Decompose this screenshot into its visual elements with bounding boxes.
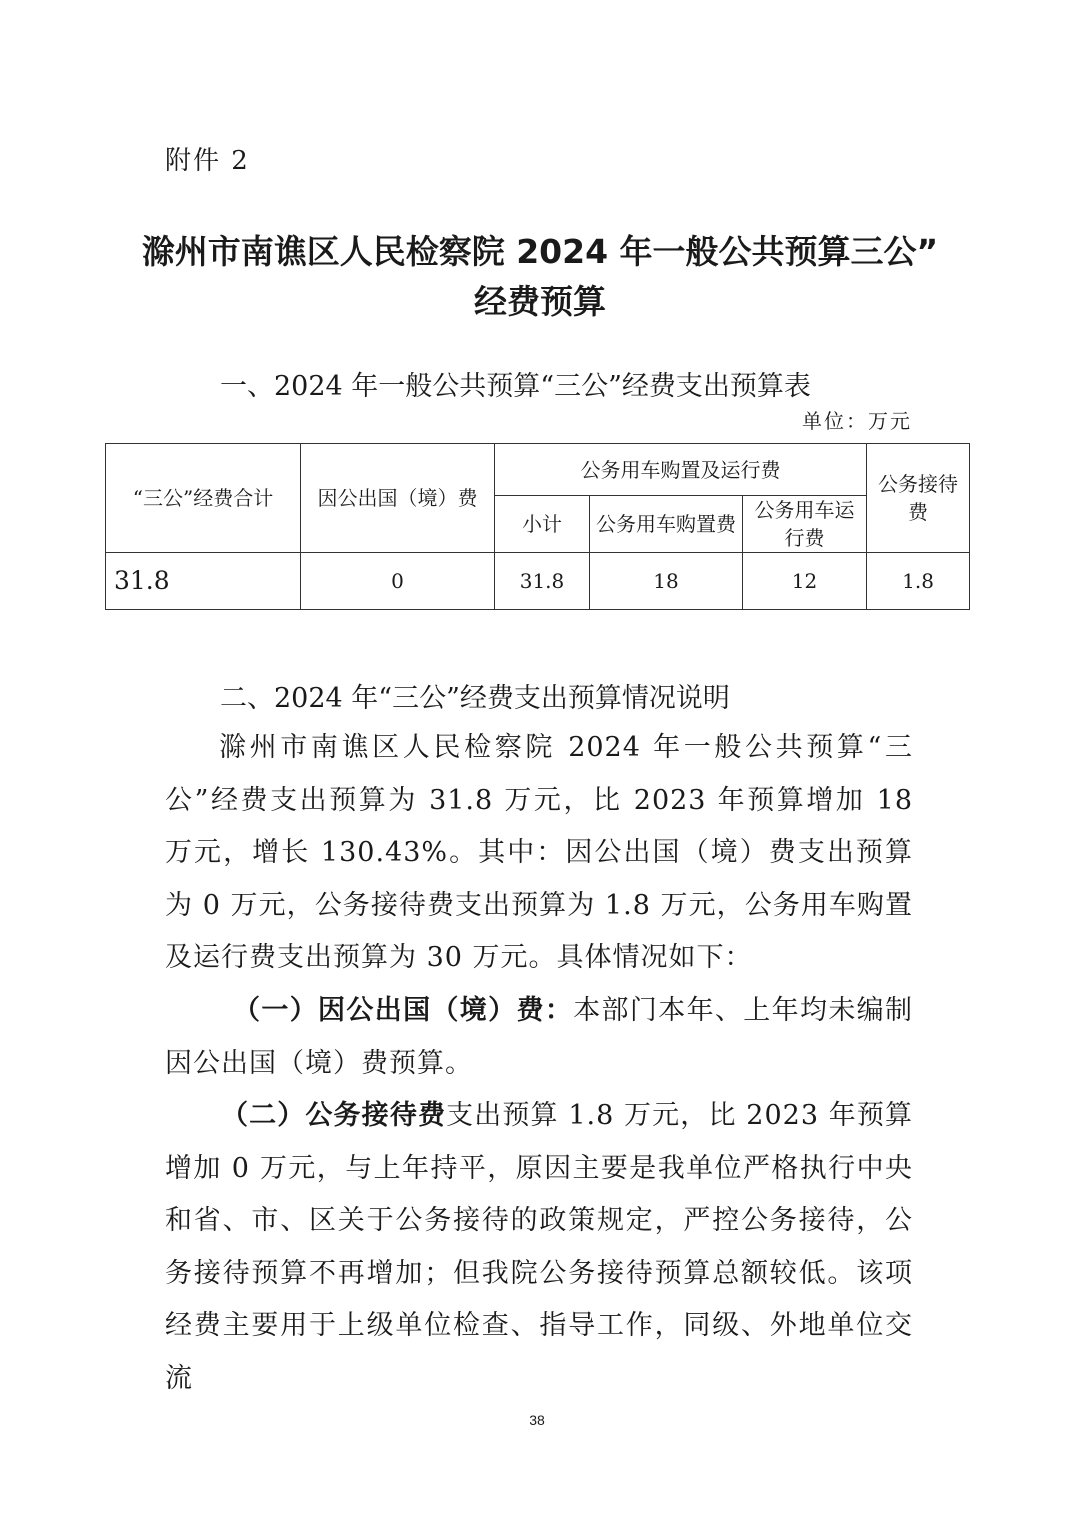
header-reception: 公务接待费: [867, 444, 970, 553]
cell-vehicle-operation: 12: [743, 553, 867, 610]
cell-vehicle-purchase: 18: [590, 553, 743, 610]
header-abroad: 因公出国（境）费: [301, 444, 495, 553]
page-number: 38: [529, 1412, 545, 1428]
paragraph-reception-text: 支出预算 1.8 万元，比 2023 年预算增加 0 万元，与上年持平，原因主要是我单位严格执行中央和省、市、区关于公务接待的政策规定，严控公务接待，公务接待预算不再增加；但我院公务接待预算总额较低。该项经费主要用于上级单位检查、指导工作，同级、外地单位交流: [165, 1100, 914, 1394]
unit-label: 单位：万元: [802, 409, 912, 433]
table-header-row-1: [106, 444, 970, 496]
cell-abroad: 0: [301, 553, 495, 610]
header-total: “三公”经费合计: [106, 444, 301, 553]
document-title-line-2: 经费预算: [474, 282, 606, 321]
paragraph-reception-heading: （二）公务接待费: [221, 1100, 447, 1131]
header-vehicle-operation: 公务用车运行费: [743, 496, 867, 553]
header-subtotal: 小计: [495, 496, 590, 553]
table-row: [106, 553, 970, 610]
header-vehicle-purchase: 公务用车购置费: [590, 496, 743, 553]
paragraph-abroad-heading: （一）因公出国（境）费：: [233, 995, 574, 1026]
paragraph-abroad: [165, 985, 913, 1090]
budget-table: [105, 443, 970, 610]
paragraph-reception: [165, 1090, 913, 1405]
document-title-line-1: 滁州市南谯区人民检察院 2024 年一般公共预算三公”: [141, 232, 939, 271]
cell-total: 31.8: [106, 553, 301, 610]
attachment-label: 附件 2: [165, 146, 250, 176]
paragraph-overview: 滁州市南谯区人民检察院 2024 年一般公共预算“三公”经费支出预算为 31.8 万元，比 2023 年预算增加 18 万元，增长 130.43%。其中：因公出国（境）费支出预算为 0 万元，公务接待费支出预算为 1.8 万元，公务用车购置及运行费支出预算为 30 万元。具体情况如下：: [165, 732, 913, 973]
paragraph-abroad-text: 本部门本年、上年均未编制因公出国（境）费预算。: [165, 995, 914, 1079]
header-vehicle-group: 公务用车购置及运行费: [495, 444, 867, 496]
cell-subtotal: 31.8: [495, 553, 590, 610]
cell-reception: 1.8: [867, 553, 970, 610]
section2-heading: 二、2024 年“三公”经费支出预算情况说明: [220, 683, 730, 714]
section1-heading: 一、2024 年一般公共预算“三公”经费支出预算表: [220, 371, 811, 402]
